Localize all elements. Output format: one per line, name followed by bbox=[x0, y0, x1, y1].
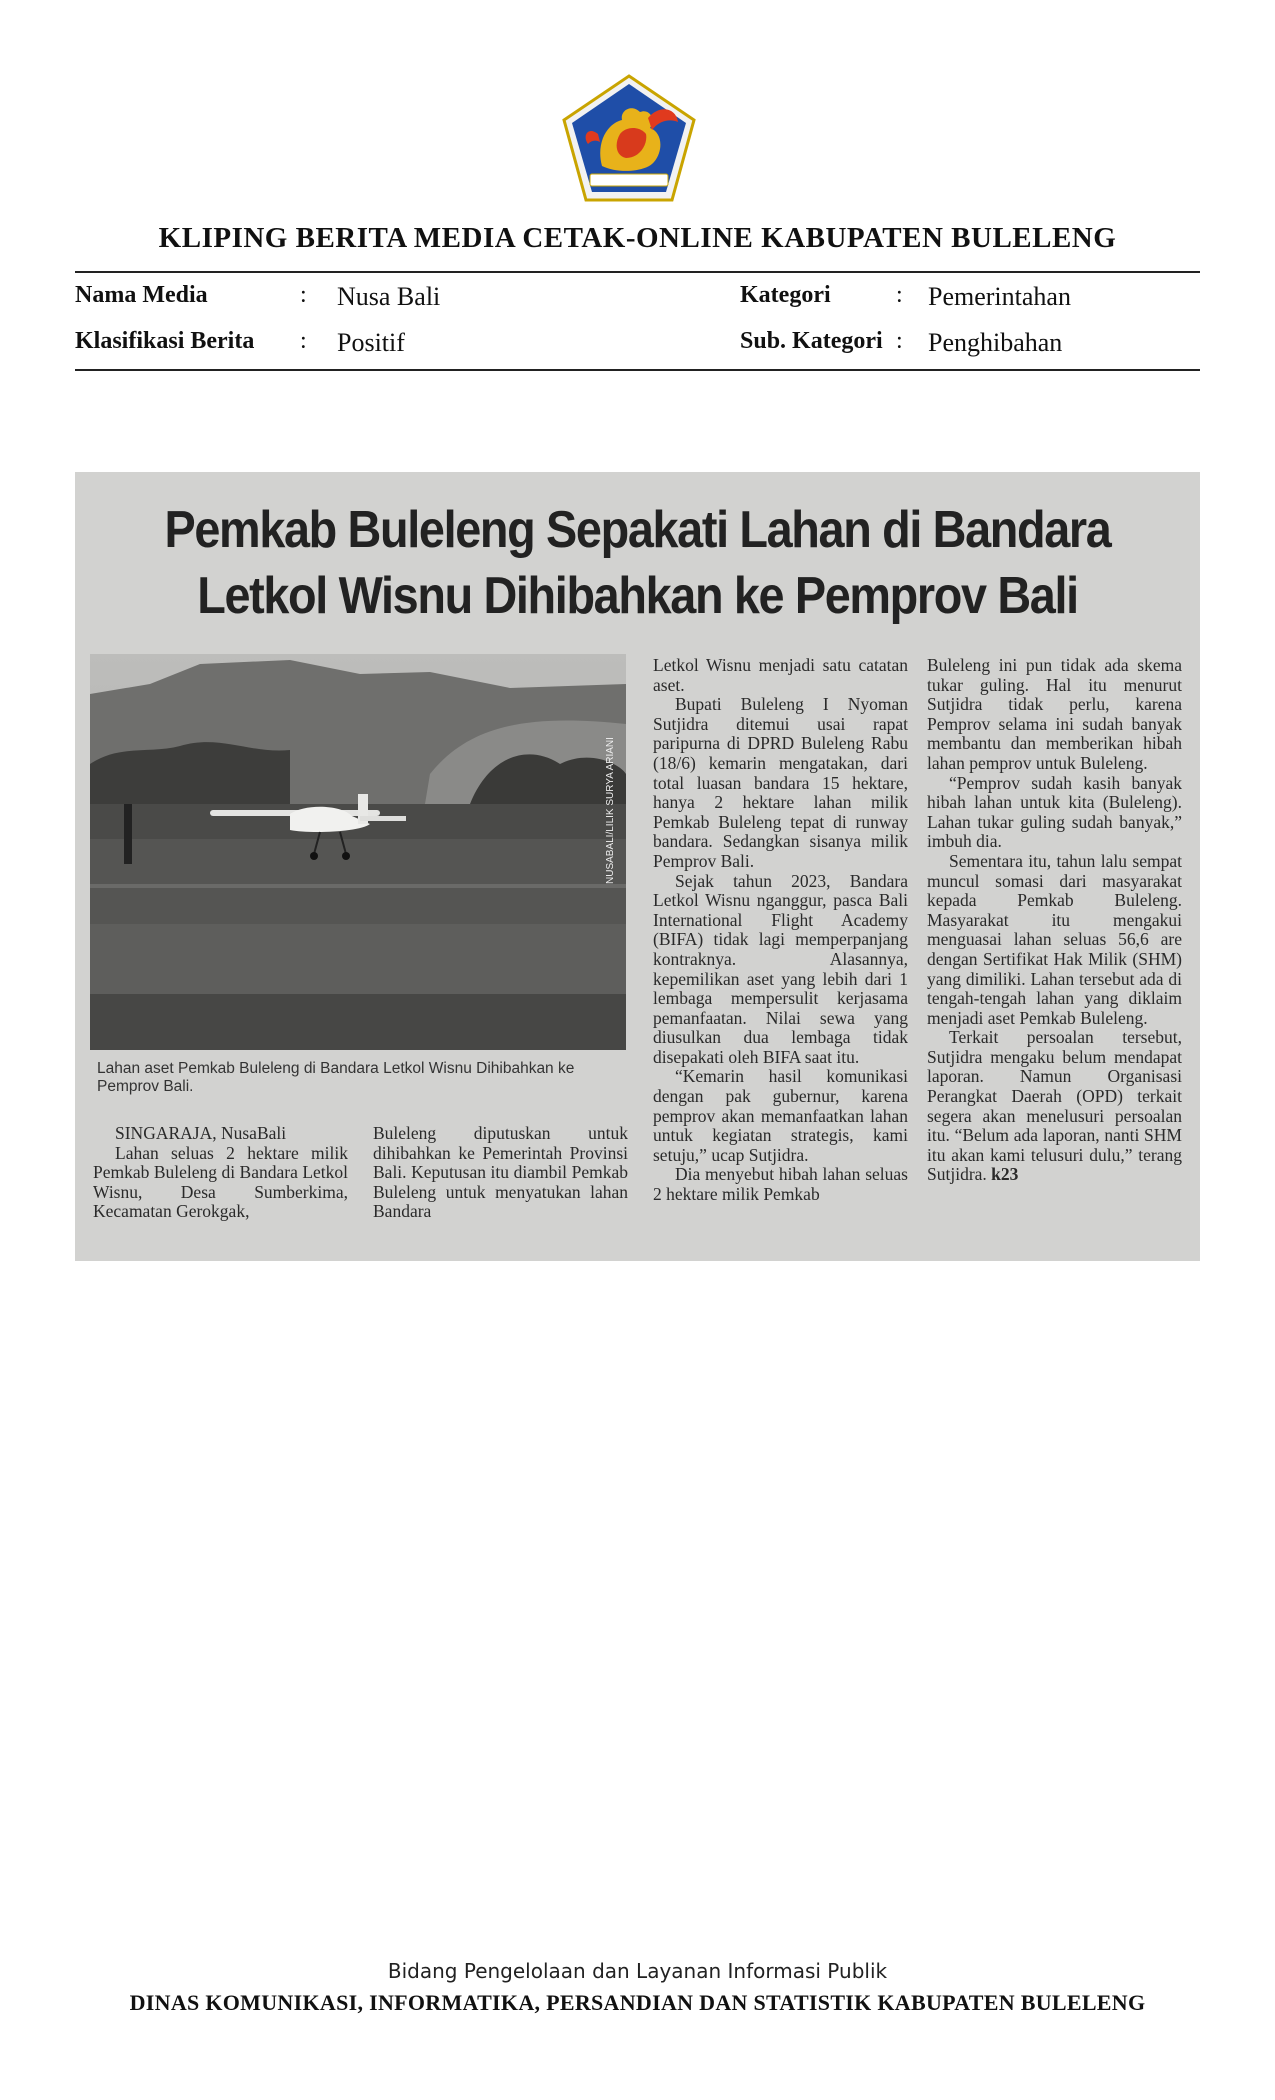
media-name-value: Nusa Bali bbox=[337, 282, 441, 311]
article-column-1 bbox=[93, 1124, 348, 1222]
newspaper-clipping bbox=[75, 472, 1200, 1261]
paragraph-text: Terkait persoalan tersebut, Sutjidra mengaku belum mendapat laporan. Namun Organisasi Perangkat Daerah (OPD) terkait segera akan menelusuri persoalan itu. “Belum ada laporan, nanti SHM itu akan kami telusuri dulu,” terang Sutjidra. bbox=[927, 1027, 1182, 1185]
paragraph: Bupati Buleleng I Nyoman Sutjidra ditemui usai rapat paripurna di DPRD Buleleng Rabu (18/6) kemarin mengatakan, dari total luasan bandara 15 hektare, hanya 2 hektare lahan milik Pemkab Buleleng tepat di runway bandara. Sedangkan sisanya milik Pemprov Bali. bbox=[653, 694, 908, 871]
footer-agency: DINAS KOMUNIKASI, INFORMATIKA, PERSANDIAN DAN STATISTIK KABUPATEN BULELENG bbox=[129, 1990, 1146, 2015]
paragraph: Sementara itu, tahun lalu sempat muncul somasi dari masyarakat kepada Pemkab Buleleng. Masyarakat itu mengakui menguasai lahan seluas 56,6 are dengan Sertifikat Hak Milik (SHM) yang dimiliki. Lahan tersebut ada di tengah-tengah lahan yang diklaim menjadi aset Pemkab Buleleng. bbox=[927, 850, 1182, 1028]
article-column-2 bbox=[373, 1124, 628, 1222]
headline-line-1: Pemkab Buleleng Sepakati Lahan di Bandara bbox=[164, 501, 1111, 559]
category-label: Kategori bbox=[740, 282, 831, 308]
sub-category-value: Penghibahan bbox=[928, 328, 1063, 357]
article-column-4 bbox=[927, 656, 1182, 1185]
header-top-rule bbox=[75, 271, 1200, 273]
classification-value: Positif bbox=[337, 328, 405, 357]
paragraph: “Kemarin hasil komunikasi dengan pak gubernur, karena pemprov akan memanfaatkan lahan untuk kegiatan strategis, kami setuju,” ucap Sutjidra. bbox=[653, 1066, 908, 1165]
media-name-label: Nama Media bbox=[75, 282, 208, 308]
page-title: KLIPING BERITA MEDIA CETAK-ONLINE KABUPATEN BULELENG bbox=[158, 222, 1117, 254]
airplane-on-runway-photo bbox=[90, 654, 626, 1050]
paragraph: Sejak tahun 2023, Bandara Letkol Wisnu nganggur, pasca Bali International Flight Academy (BIFA) tidak lagi memperpanjang kontraknya. Alasannya, kepemilikan aset yang lebih dari 1 lembaga mempersulit kerjasama pemanfaatan. Nilai sewa yang diusulkan dua lembaga tidak disepakati oleh BIFA saat itu. bbox=[653, 870, 908, 1067]
paragraph: Buleleng diputuskan untuk dihibahkan ke Pemerintah Provinsi Bali. Keputusan itu diambil Pemkab Buleleng untuk menyatukan lahan Bandara bbox=[373, 1123, 628, 1222]
photo-caption: Lahan aset Pemkab Buleleng di Bandara Letkol Wisnu Dihibahkan ke Pemprov Bali. bbox=[97, 1060, 575, 1095]
article-column-3 bbox=[653, 656, 908, 1205]
headline-line-2: Letkol Wisnu Dihibahkan ke Pemprov Bali bbox=[197, 567, 1078, 625]
paragraph: Letkol Wisnu menjadi satu catatan aset. bbox=[653, 655, 908, 695]
colon: : bbox=[300, 328, 307, 354]
paragraph: “Pemprov sudah kasih banyak hibah lahan untuk kita (Buleleng). Lahan tukar guling sudah banyak,” imbuh dia. bbox=[927, 772, 1182, 852]
colon: : bbox=[896, 282, 903, 308]
header-bottom-rule bbox=[75, 369, 1200, 371]
footer-division: Bidang Pengelolaan dan Layanan Informasi Publik bbox=[387, 1959, 888, 1983]
classification-label: Klasifikasi Berita bbox=[75, 328, 255, 354]
paragraph: Lahan seluas 2 hektare milik Pemkab Buleleng di Bandara Letkol Wisnu, Desa Sumberkima, Kecamatan Gerokgak, bbox=[93, 1142, 348, 1222]
paragraph-with-signature bbox=[927, 1028, 1182, 1185]
photo-credit: NUSABALI/LILIK SURYA ARIANI bbox=[605, 737, 616, 884]
sub-category-label: Sub. Kategori bbox=[740, 328, 883, 354]
article-photo bbox=[90, 654, 626, 1050]
paragraph: Buleleng ini pun tidak ada skema tukar guling. Hal itu menurut Sutjidra tidak perlu, karena Pemprov selama ini sudah banyak membantu dan memberikan hibah lahan pemprov untuk Buleleng. bbox=[927, 655, 1182, 773]
paragraph: Dia menyebut hibah lahan seluas 2 hektare milik Pemkab bbox=[653, 1164, 908, 1205]
colon: : bbox=[896, 328, 903, 354]
dateline: SINGARAJA, NusaBali bbox=[115, 1123, 287, 1143]
buleleng-regency-emblem bbox=[562, 74, 696, 202]
category-value: Pemerintahan bbox=[928, 282, 1071, 311]
colon: : bbox=[300, 282, 307, 308]
author-signature: k23 bbox=[991, 1164, 1019, 1185]
